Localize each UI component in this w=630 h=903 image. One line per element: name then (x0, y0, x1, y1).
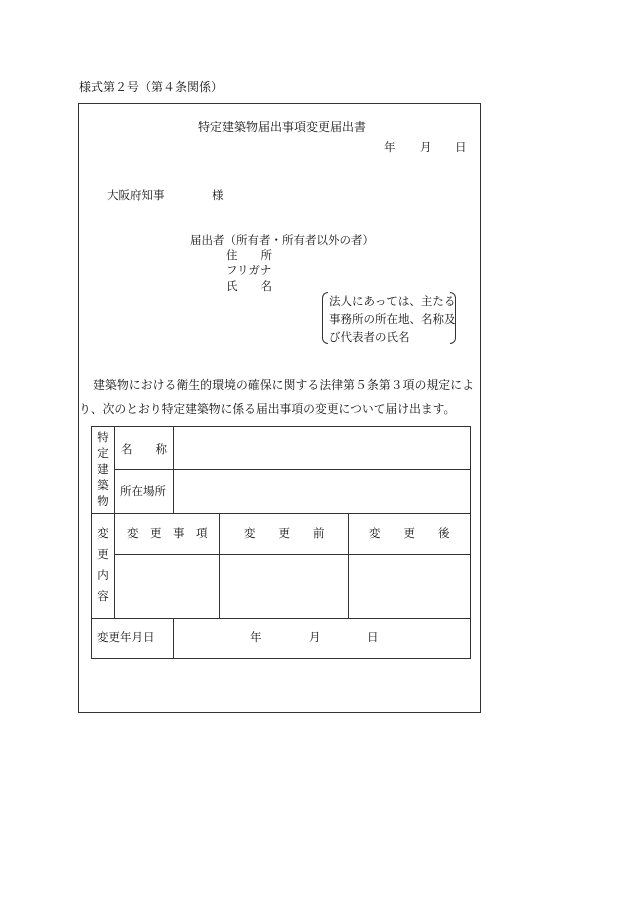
name-label: 名 称 (121, 442, 167, 456)
filer-furigana-label: フリガナ (226, 263, 272, 277)
change-table (91, 426, 471, 659)
corporate-note-line: び代表者の氏名 (329, 330, 410, 344)
table-line (114, 427, 115, 618)
table-line (348, 513, 349, 618)
table-line (92, 513, 470, 514)
change-date-label: 変更年月日 (97, 630, 155, 644)
change-date-month: 月 (309, 630, 321, 644)
corporate-note-line: 事務所の所在地、名称及 (329, 312, 456, 326)
table-line (114, 554, 470, 555)
table-line (92, 618, 470, 619)
body-text: 建築物における衛生的環境の確保に関する法律第５条第３項の規定により、次のとおり特定建築物に係る届出事項の変更について届け出ます。 (79, 378, 474, 416)
addressee-name: 大阪府知事 (107, 188, 165, 202)
date-day: 日 (455, 140, 467, 154)
table-line (173, 427, 174, 513)
corporate-note-line: 法人にあっては、主たる (329, 294, 456, 308)
table-line (114, 469, 470, 470)
building-section-label: 特定建築物 (97, 430, 109, 508)
form-number: 様式第２号（第４条関係） (79, 80, 224, 94)
addressee-honorific: 様 (212, 188, 224, 202)
filer-address-label: 住 所 (226, 248, 272, 262)
table-line (173, 618, 174, 659)
corporate-note (322, 292, 456, 344)
change-item-header: 変 更 事 項 (127, 526, 208, 540)
table-line (219, 513, 220, 618)
before-header: 変 更 前 (244, 526, 325, 540)
filer-label: 届出者（所有者・所有者以外の者） (190, 233, 374, 247)
form-title: 特定建築物届出事項変更届出書 (198, 120, 367, 134)
change-section-label: 変更内容 (97, 526, 109, 603)
after-header: 変 更 後 (369, 526, 450, 540)
date-year: 年 (384, 140, 396, 154)
filer-name-label: 氏 名 (226, 279, 272, 293)
change-date-year: 年 (250, 630, 262, 644)
left-bracket (322, 292, 328, 344)
change-date-day: 日 (367, 630, 379, 644)
date-month: 月 (420, 140, 432, 154)
location-label: 所在場所 (120, 484, 166, 498)
